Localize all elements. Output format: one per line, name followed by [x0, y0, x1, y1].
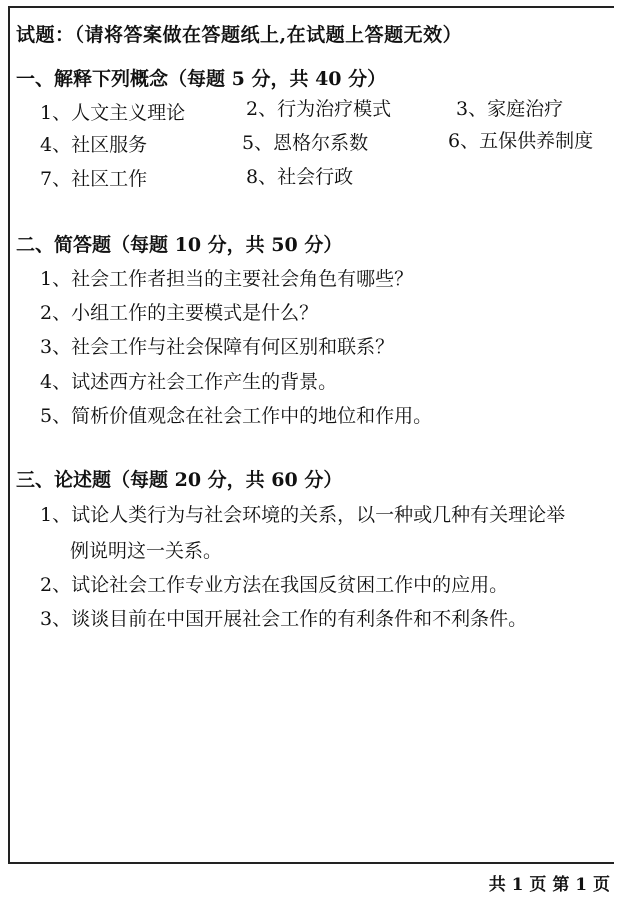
page-number: 共 1 页 第 1 页: [488, 875, 610, 895]
question-item: 3、谈谈目前在中国开展社会工作的有利条件和不利条件。: [40, 608, 528, 630]
question-item: 5、简析价值观念在社会工作中的地位和作用。: [40, 405, 433, 427]
concept-item: 8、社会行政: [246, 166, 354, 188]
exam-instructions: 试题：（请将答案做在答题纸上,在试题上答题无效）: [16, 24, 463, 46]
question-item-continuation: 例说明这一关系。: [70, 540, 223, 562]
question-item: 1、社会工作者担当的主要社会角色有哪些？: [40, 268, 414, 290]
question-item: 2、小组工作的主要模式是什么？: [40, 302, 319, 324]
concept-item: 2、行为治疗模式: [246, 98, 392, 120]
question-item: 1、试论人类行为与社会环境的关系，以一种或几种有关理论举: [40, 504, 566, 526]
section-1-title: 一、解释下列概念（每题 5 分，共 40 分）: [16, 68, 387, 90]
section-3-title: 三、论述题（每题 20 分，共 60 分）: [16, 469, 343, 491]
question-item: 4、试述西方社会工作产生的背景。: [40, 371, 338, 393]
concept-item: 3、家庭治疗: [456, 98, 564, 120]
question-item: 2、试论社会工作专业方法在我国反贫困工作中的应用。: [40, 574, 509, 596]
concept-item: 1、人文主义理论: [40, 102, 186, 124]
section-2-title: 二、简答题（每题 10 分，共 50 分）: [16, 234, 343, 256]
concept-item: 5、恩格尔系数: [242, 132, 369, 154]
concept-item: 7、社区工作: [40, 168, 148, 190]
concept-item: 6、五保供养制度: [448, 130, 594, 152]
question-item: 3、社会工作与社会保障有何区别和联系？: [40, 336, 395, 358]
concept-item: 4、社区服务: [40, 134, 148, 156]
